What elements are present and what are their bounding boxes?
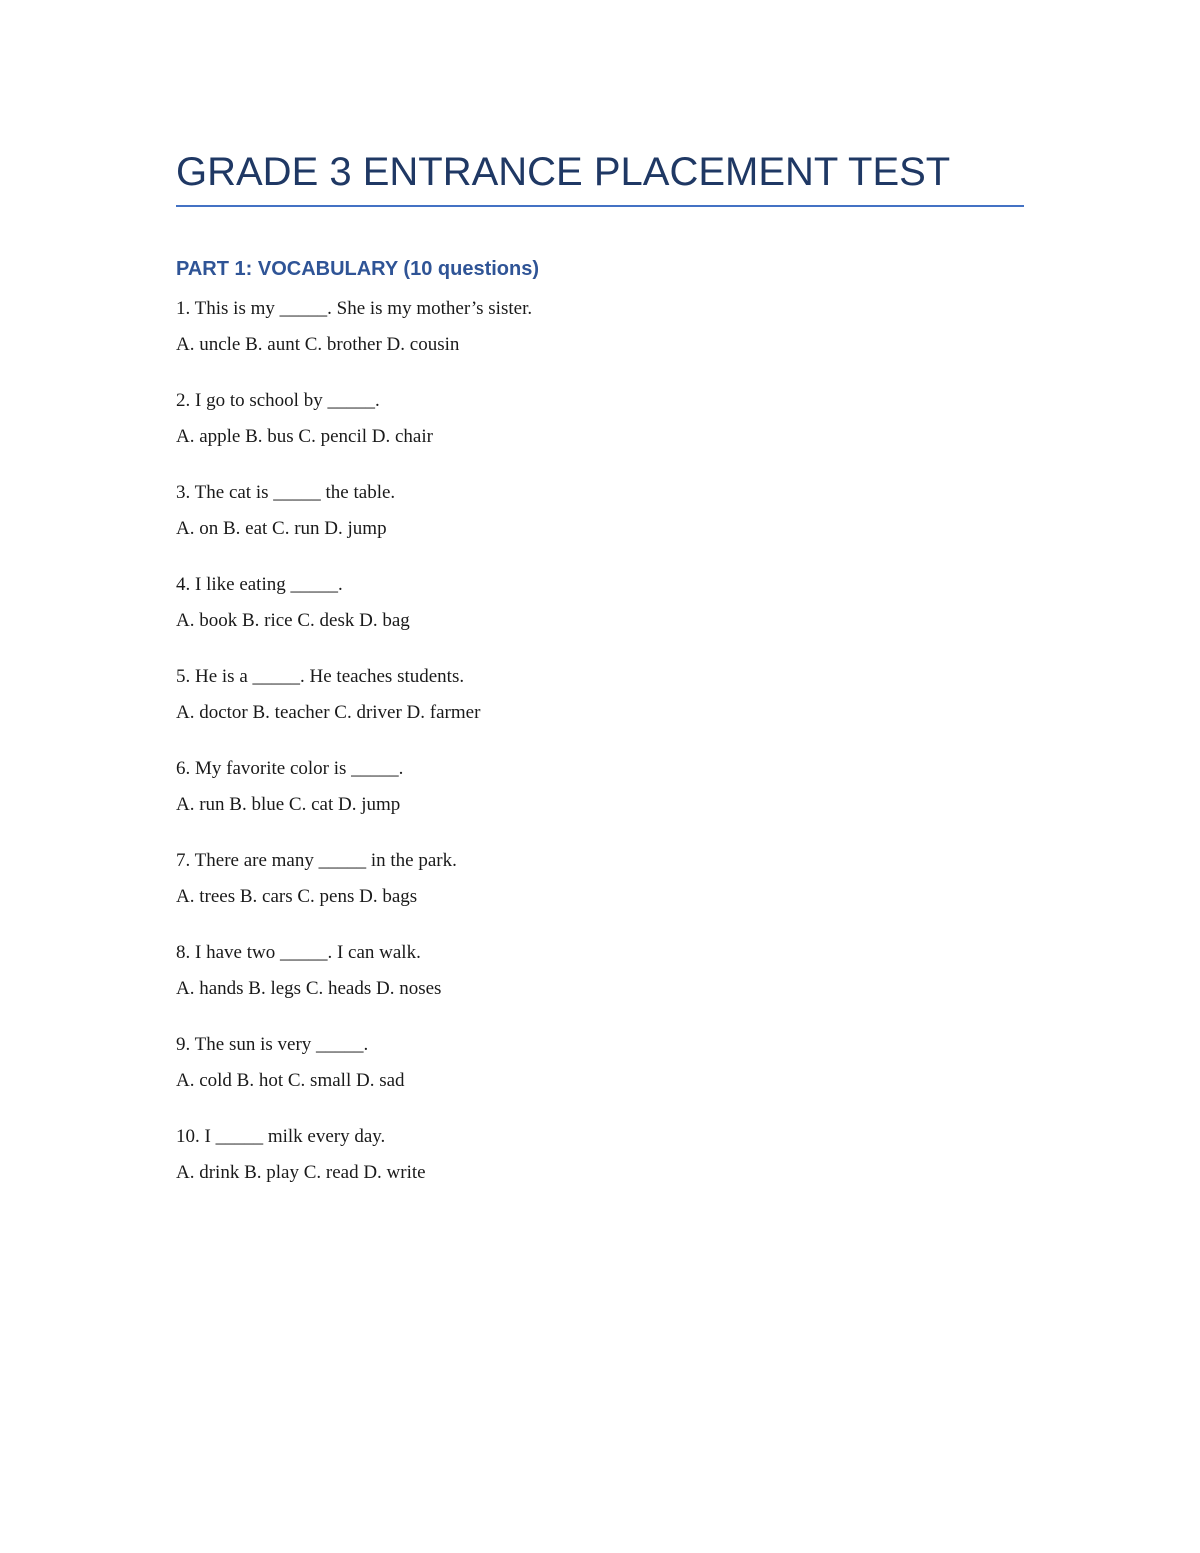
question-item	[176, 1032, 1024, 1124]
question-text: 7. There are many _____ in the park.	[176, 850, 457, 871]
question-options: A. drink B. play C. read D. write	[176, 1162, 426, 1183]
question-options: A. hands B. legs C. heads D. noses	[176, 978, 442, 999]
question-item	[176, 1124, 1024, 1216]
question-text: 10. I _____ milk every day.	[176, 1126, 386, 1147]
part1-heading: PART 1: VOCABULARY (10 questions)	[176, 258, 539, 280]
title-underline	[176, 205, 1024, 207]
question-options: A. apple B. bus C. pencil D. chair	[176, 426, 433, 447]
question-options: A. cold B. hot C. small D. sad	[176, 1070, 405, 1091]
question-text: 3. The cat is _____ the table.	[176, 482, 396, 503]
question-text: 2. I go to school by _____.	[176, 390, 380, 411]
question-text: 8. I have two _____. I can walk.	[176, 942, 421, 963]
question-item	[176, 572, 1024, 664]
question-item	[176, 756, 1024, 848]
question-item	[176, 848, 1024, 940]
question-options: A. trees B. cars C. pens D. bags	[176, 886, 418, 907]
question-options: A. run B. blue C. cat D. jump	[176, 794, 401, 815]
page-title: GRADE 3 ENTRANCE PLACEMENT TEST	[176, 150, 951, 194]
question-item	[176, 480, 1024, 572]
question-item	[176, 296, 1024, 388]
question-options: A. book B. rice C. desk D. bag	[176, 610, 410, 631]
question-text: 9. The sun is very _____.	[176, 1034, 369, 1055]
question-item	[176, 664, 1024, 756]
question-options: A. uncle B. aunt C. brother D. cousin	[176, 334, 460, 355]
question-text: 4. I like eating _____.	[176, 574, 343, 595]
question-options: A. on B. eat C. run D. jump	[176, 518, 387, 539]
question-options: A. doctor B. teacher C. driver D. farmer	[176, 702, 481, 723]
question-text: 1. This is my _____. She is my mother’s sister.	[176, 298, 533, 319]
question-item	[176, 940, 1024, 1032]
question-text: 6. My favorite color is _____.	[176, 758, 404, 779]
question-item	[176, 388, 1024, 480]
question-text: 5. He is a _____. He teaches students.	[176, 666, 465, 687]
question-list	[176, 296, 1024, 1216]
